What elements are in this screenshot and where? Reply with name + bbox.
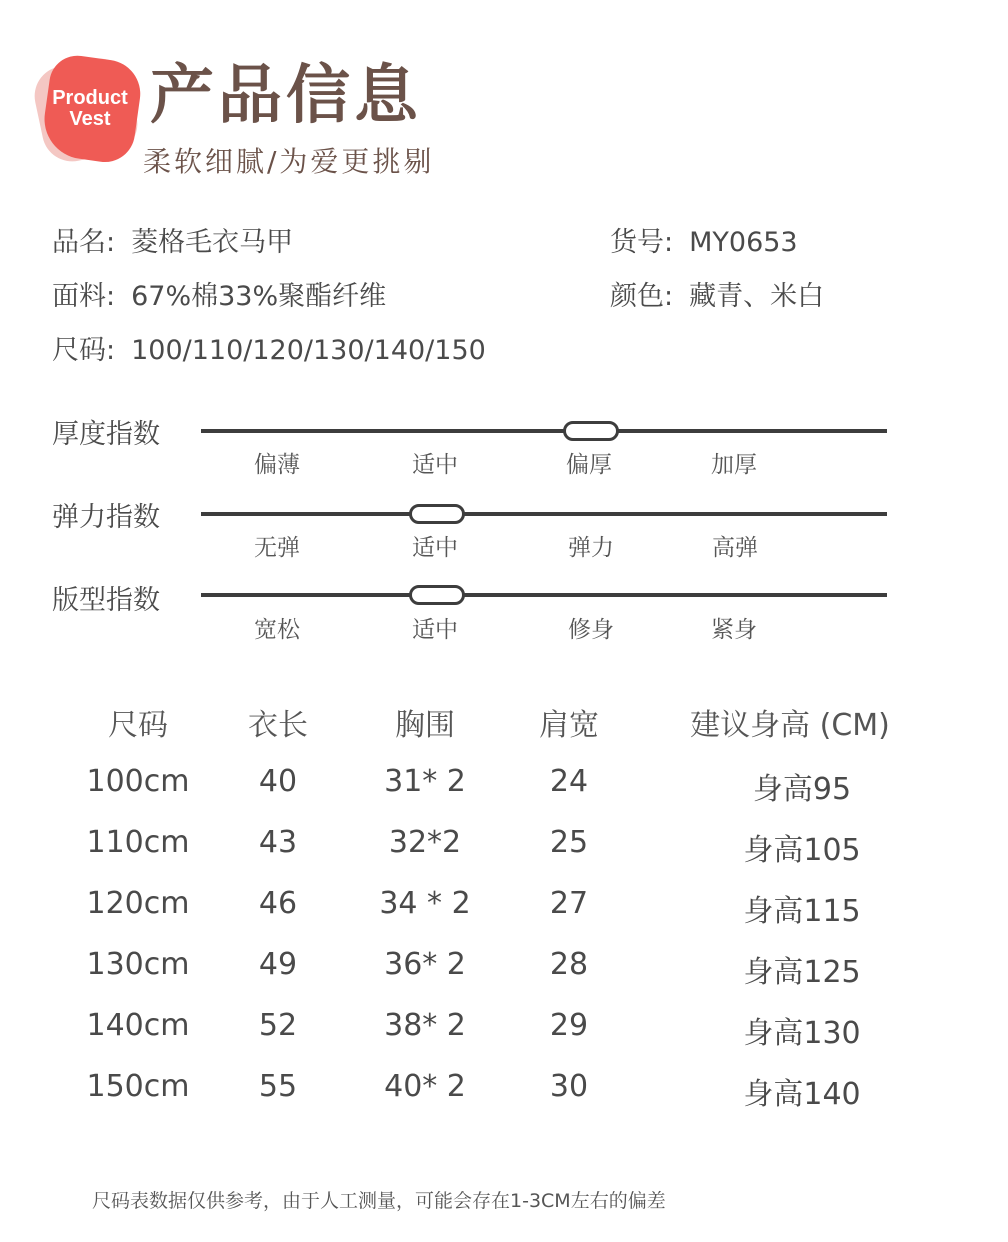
- size-cell: 150cm: [86, 1069, 190, 1104]
- height-cell: 身高105: [743, 833, 861, 868]
- length-cell: 52: [258, 1008, 298, 1043]
- badge-line-1: Product: [52, 87, 128, 109]
- fit-option-3: 修身: [568, 617, 614, 643]
- height-cell: 身高140: [743, 1077, 861, 1112]
- fit-index-label: 版型指数: [52, 585, 160, 616]
- shoulder-cell: 28: [549, 947, 589, 982]
- fit-index-line: [201, 593, 887, 597]
- info-sku-value: MY0653: [689, 227, 798, 258]
- info-material-value: 67%棉33%聚酯纤维: [131, 281, 387, 312]
- shoulder-cell: 29: [549, 1008, 589, 1043]
- info-name: [52, 226, 293, 260]
- info-material-label: 面料:: [52, 281, 116, 312]
- chest-cell: 32*2: [388, 825, 462, 860]
- info-sku-label: 货号:: [610, 227, 674, 258]
- length-cell: 40: [258, 764, 298, 799]
- elasticity-option-2: 适中: [412, 535, 458, 561]
- length-cell: 43: [258, 825, 298, 860]
- length-cell: 46: [258, 886, 298, 921]
- height-cell: 身高130: [743, 1016, 861, 1051]
- info-material: [52, 280, 386, 314]
- thickness-index-knob[interactable]: [563, 421, 619, 441]
- info-color: [610, 280, 824, 314]
- fit-option-2: 适中: [412, 617, 458, 643]
- thickness-index-label: 厚度指数: [52, 419, 160, 450]
- size-table-header-shoulder: 肩宽: [539, 708, 599, 743]
- info-name-label: 品名:: [52, 227, 116, 258]
- size-cell: 110cm: [86, 825, 190, 860]
- fit-option-4: 紧身: [711, 617, 757, 643]
- shoulder-cell: 24: [549, 764, 589, 799]
- size-cell: 100cm: [86, 764, 190, 799]
- elasticity-index-knob[interactable]: [409, 504, 465, 524]
- shoulder-cell: 27: [549, 886, 589, 921]
- chest-cell: 31* 2: [384, 764, 466, 799]
- thickness-option-1: 偏薄: [254, 452, 300, 478]
- info-size-value: 100/110/120/130/140/150: [131, 335, 486, 366]
- page-subtitle: 柔软细腻/为爱更挑剔: [143, 145, 435, 178]
- elasticity-option-3: 弹力: [568, 535, 614, 561]
- fit-index-knob[interactable]: [409, 585, 465, 605]
- badge-line-2: Vest: [69, 108, 111, 130]
- shoulder-cell: 30: [549, 1069, 589, 1104]
- chest-cell: 40* 2: [384, 1069, 466, 1104]
- length-cell: 55: [258, 1069, 298, 1104]
- chest-cell: 36* 2: [384, 947, 466, 982]
- elasticity-index-line: [201, 512, 887, 516]
- size-table-header-length: 衣长: [248, 708, 308, 743]
- info-color-label: 颜色:: [610, 281, 674, 312]
- elasticity-option-1: 无弹: [254, 535, 300, 561]
- info-color-value: 藏青、米白: [689, 281, 825, 312]
- height-cell: 身高115: [743, 894, 861, 929]
- size-table-header-size: 尺码: [108, 708, 168, 743]
- elasticity-index-label: 弹力指数: [52, 502, 160, 533]
- size-note: 尺码表数据仅供参考，由于人工测量，可能会存在1-3CM左右的偏差: [92, 1190, 666, 1212]
- size-cell: 140cm: [86, 1008, 190, 1043]
- fit-option-1: 宽松: [254, 617, 300, 643]
- size-table-header-height: 建议身高 (CM): [690, 708, 890, 743]
- size-cell: 120cm: [86, 886, 190, 921]
- info-sku: [610, 226, 798, 260]
- info-name-value: 菱格毛衣马甲: [131, 227, 294, 258]
- chest-cell: 38* 2: [384, 1008, 466, 1043]
- info-size-label: 尺码:: [52, 335, 116, 366]
- length-cell: 49: [258, 947, 298, 982]
- chest-cell: 34 * 2: [379, 886, 471, 921]
- thickness-option-3: 偏厚: [566, 452, 612, 478]
- shoulder-cell: 25: [549, 825, 589, 860]
- height-cell: 身高95: [752, 772, 852, 807]
- thickness-option-2: 适中: [412, 452, 458, 478]
- page-title: 产品信息: [150, 59, 422, 133]
- height-cell: 身高125: [743, 955, 861, 990]
- elasticity-option-4: 高弹: [712, 535, 758, 561]
- thickness-option-4: 加厚: [711, 452, 757, 478]
- size-cell: 130cm: [86, 947, 190, 982]
- logo-badge-text: [38, 88, 142, 130]
- info-size: [52, 334, 486, 368]
- size-table-header-chest: 胸围: [395, 708, 455, 743]
- thickness-index-line: [201, 429, 887, 433]
